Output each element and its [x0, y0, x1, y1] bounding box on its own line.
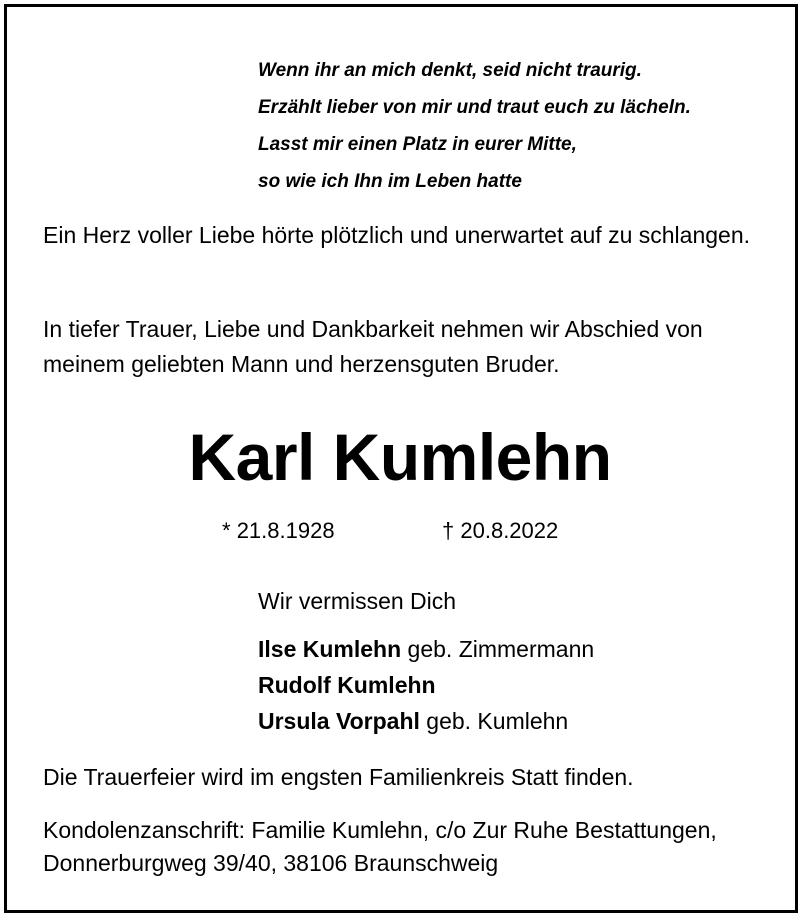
mourner-entry: [258, 632, 594, 667]
mourner-entry: [258, 668, 436, 703]
condolence-address-line-2: Donnerburgweg 39/40, 38106 Braunschweig: [43, 850, 499, 876]
intro-paragraph: Ein Herz voller Liebe hörte plötzlich und unerwartet auf zu schlangen.: [43, 222, 751, 248]
deceased-name: Karl Kumlehn: [188, 420, 612, 494]
death-date: 20.8.2022: [460, 518, 559, 543]
condolence-address-line-1: Kondolenzanschrift: Familie Kumlehn, c/o Zur Ruhe Bestattungen,: [43, 817, 717, 843]
birth-date: 21.8.1928: [236, 518, 335, 543]
memorial-poem: [258, 52, 778, 200]
poem-line-3: Lasst mir einen Platz in eurer Mitte,: [258, 134, 577, 155]
mourner-note: geb. Kumlehn: [426, 708, 569, 734]
mourner-name: Ursula Vorpahl: [258, 708, 420, 734]
poem-line-2: Erzählt lieber von mir und traut euch zu lächeln.: [258, 97, 691, 118]
mourners-intro: Wir vermissen Dich: [258, 588, 457, 614]
mourner-entry: [258, 704, 568, 739]
birth-date-line: [222, 516, 335, 546]
death-symbol: †: [442, 518, 455, 543]
birth-symbol: *: [222, 518, 231, 543]
poem-line-1: Wenn ihr an mich denkt, seid nicht traurig.: [258, 60, 642, 81]
death-date-line: [442, 516, 558, 546]
mourner-name: Rudolf Kumlehn: [258, 672, 436, 698]
mourner-note: geb. Zimmermann: [407, 636, 595, 662]
poem-line-4: so wie ich Ihn im Leben hatte: [258, 171, 522, 192]
farewell-paragraph: In tiefer Trauer, Liebe und Dankbarkeit nehmen wir Abschied von meinem geliebten Mann und herzensguten Bruder.: [43, 316, 703, 377]
funeral-note: Die Trauerfeier wird im engsten Familienkreis Statt finden.: [43, 764, 634, 790]
mourner-name: Ilse Kumlehn: [258, 636, 402, 662]
